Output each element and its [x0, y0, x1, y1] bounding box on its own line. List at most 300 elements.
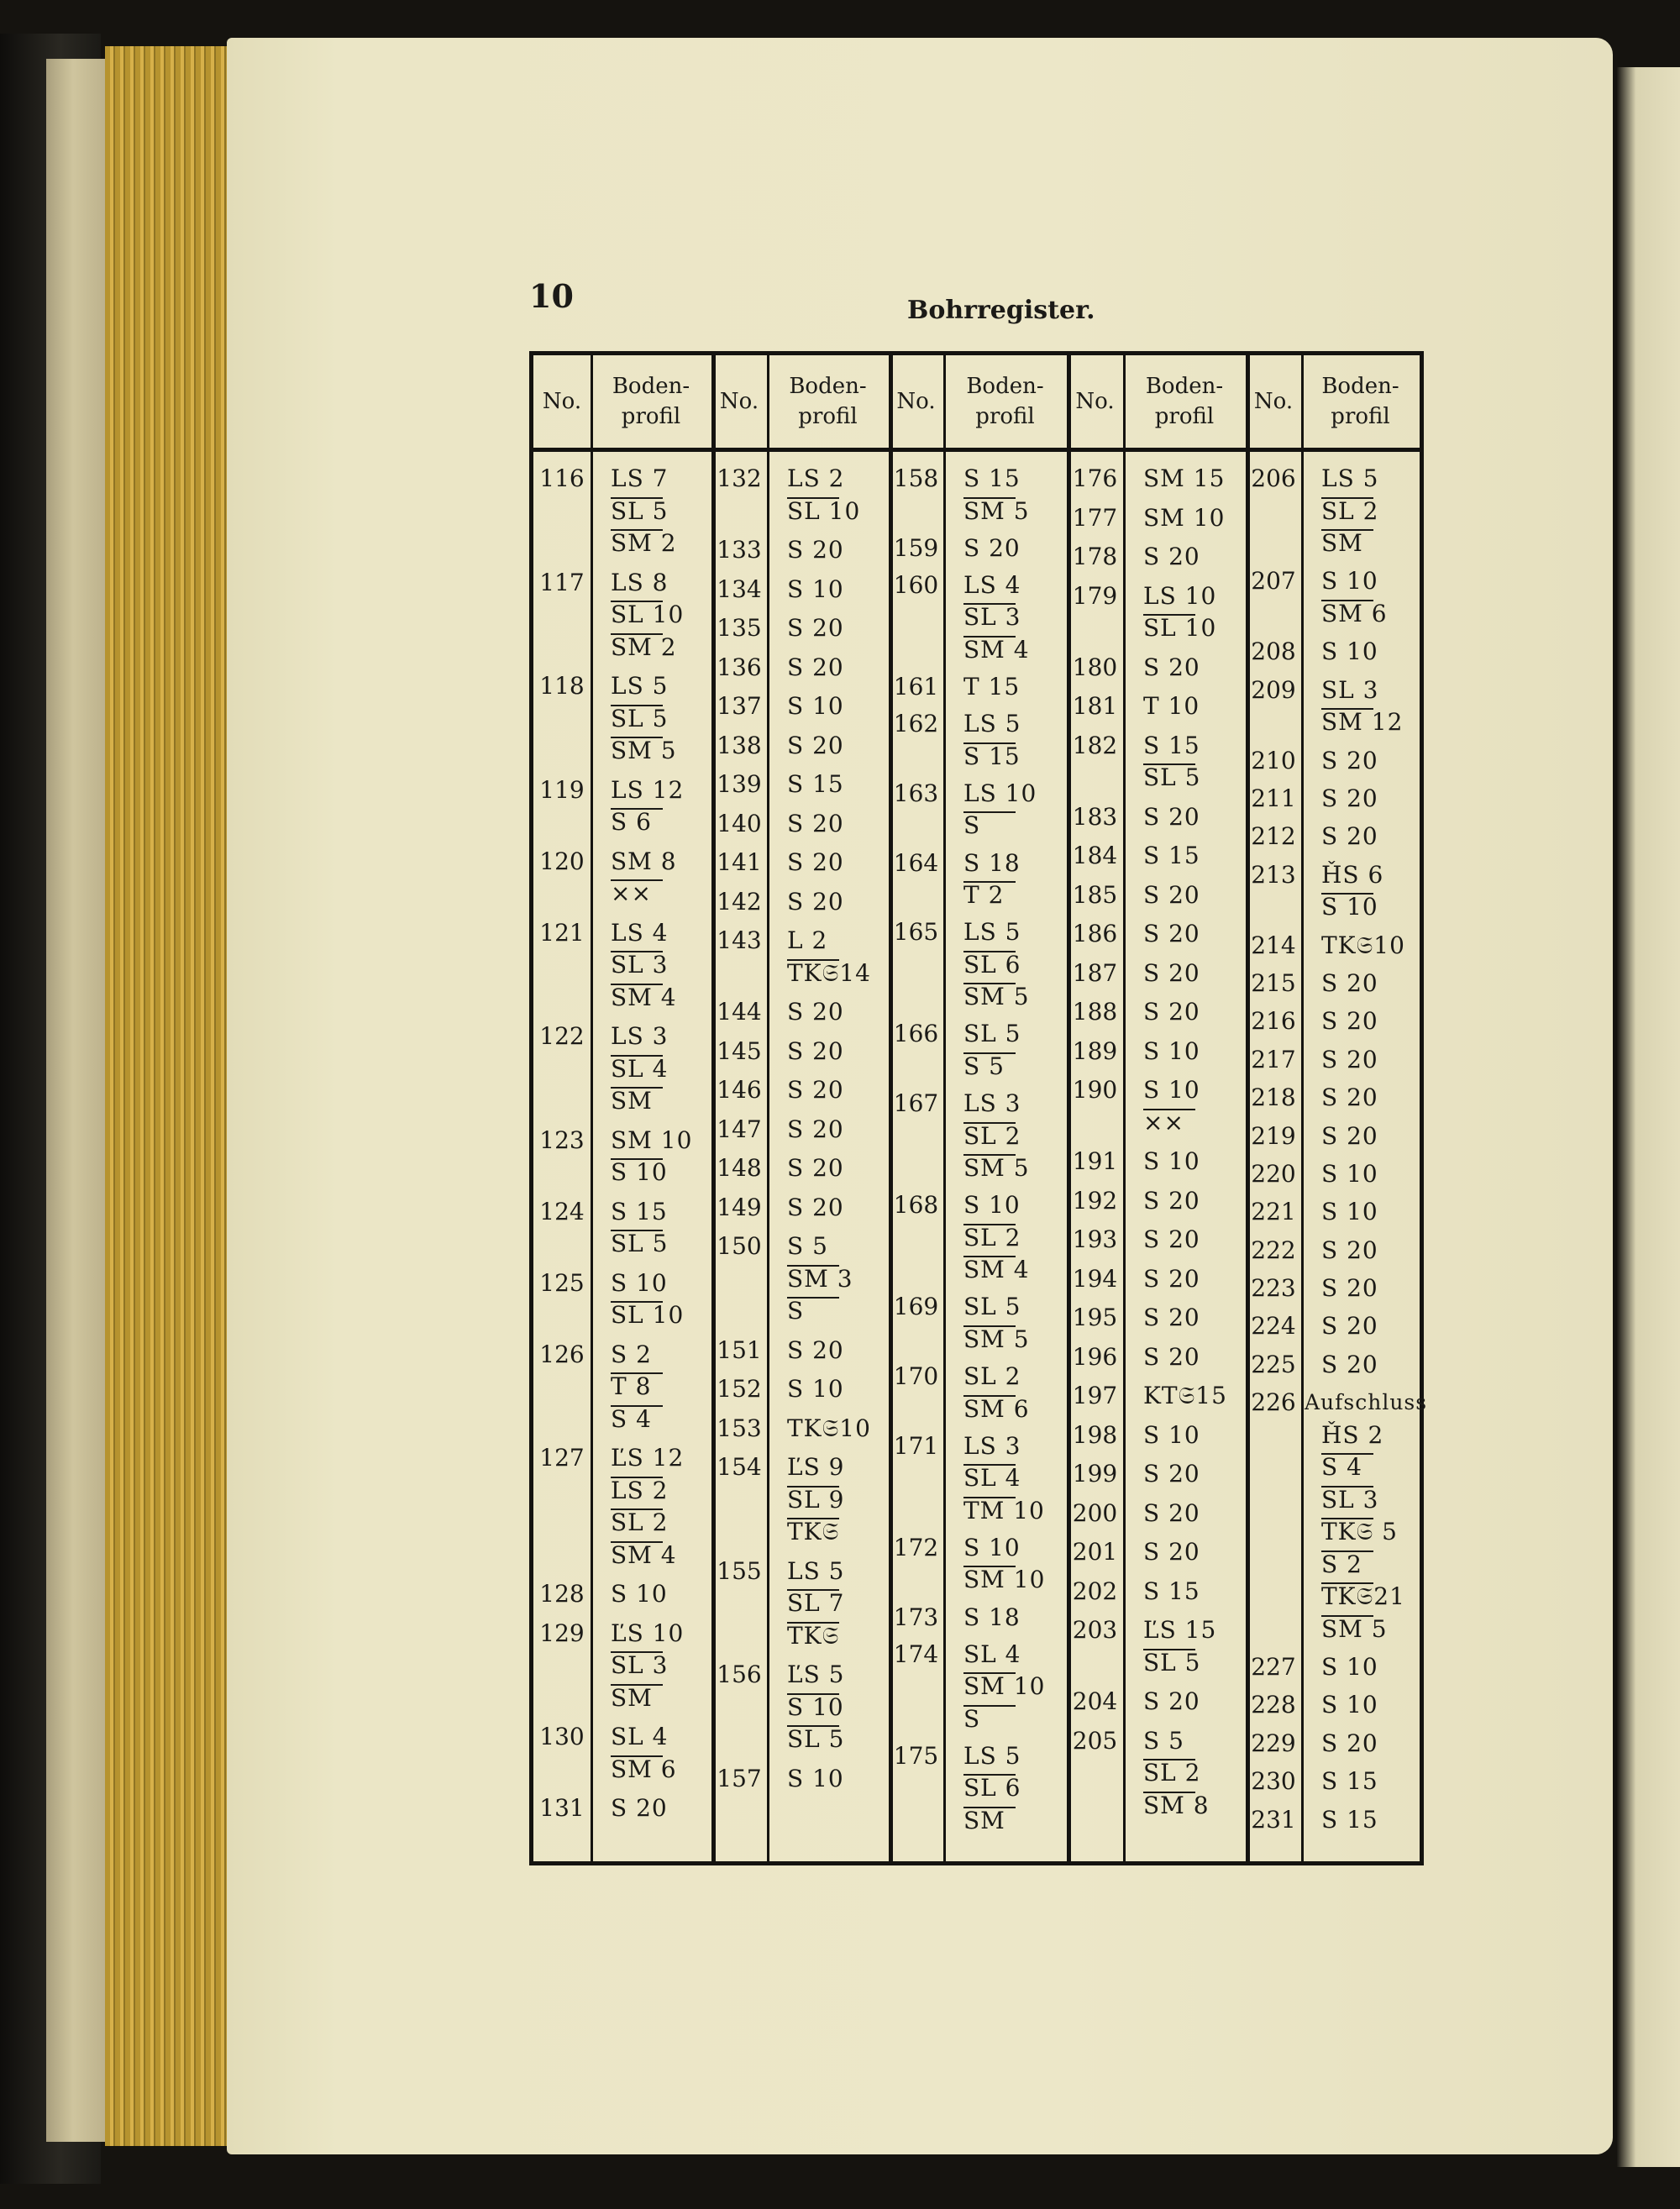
- bore-number: 204: [1072, 1687, 1118, 1715]
- soil-profile: T 15: [963, 673, 1021, 700]
- bore-number: 157: [717, 1764, 762, 1792]
- soil-profile: SM 6: [963, 1393, 1030, 1425]
- soil-profile: SL 2: [611, 1507, 669, 1539]
- soil-profile: TK𝔖14: [787, 958, 871, 989]
- soil-profile: S 10: [787, 1764, 844, 1792]
- soil-profile: TK𝔖10: [787, 1414, 871, 1442]
- column-rule: [591, 355, 593, 1861]
- bore-number: 181: [1072, 692, 1118, 720]
- soil-profile: S 4: [1321, 1451, 1362, 1483]
- soil-profile: LS 5: [1321, 464, 1379, 492]
- bore-number: 120: [539, 847, 585, 875]
- bore-number: 139: [717, 770, 762, 798]
- soil-profile: S 20: [1321, 968, 1378, 997]
- soil-profile: SM 2: [611, 632, 677, 664]
- page-edge: [46, 59, 113, 2142]
- bore-number: 190: [1072, 1076, 1118, 1104]
- soil-profile: SL 2: [1321, 496, 1379, 527]
- bore-number: 126: [539, 1340, 585, 1368]
- bore-number: 149: [717, 1193, 762, 1221]
- bore-number: 229: [1251, 1729, 1296, 1757]
- bore-number: 215: [1251, 968, 1296, 997]
- soil-profile: SM 12: [1321, 706, 1403, 738]
- soil-profile: SL 5: [963, 1020, 1021, 1048]
- soil-profile: S 20: [1143, 653, 1200, 681]
- bore-number: 166: [893, 1020, 939, 1048]
- soil-profile: S: [963, 1703, 980, 1735]
- soil-profile: SM 4: [963, 634, 1030, 666]
- soil-profile: S 20: [1321, 1084, 1378, 1112]
- soil-profile: S 10: [963, 1533, 1021, 1561]
- bore-number: 173: [893, 1603, 939, 1631]
- bore-number: 196: [1072, 1342, 1118, 1371]
- soil-profile: SL 7: [787, 1587, 845, 1619]
- soil-profile: S 6: [611, 806, 652, 838]
- column-rule: [1301, 355, 1304, 1861]
- soil-profile: S 20: [1321, 784, 1378, 812]
- bore-number: 172: [893, 1533, 939, 1561]
- soil-profile: LS 8: [611, 568, 669, 596]
- soil-profile: S 20: [1321, 1045, 1378, 1073]
- bore-number: 175: [893, 1741, 939, 1770]
- bore-number: 210: [1251, 746, 1296, 774]
- bore-number: 133: [717, 536, 762, 564]
- bore-number: 223: [1251, 1274, 1296, 1303]
- bore-number: 121: [539, 918, 585, 947]
- bore-number: 184: [1072, 842, 1118, 869]
- soil-profile: SM 4: [963, 1254, 1030, 1286]
- bore-number: 221: [1251, 1198, 1296, 1226]
- soil-profile: S 20: [787, 809, 844, 837]
- soil-profile: LS 3: [963, 1431, 1021, 1460]
- soil-profile: S 20: [1143, 1304, 1200, 1331]
- soil-profile: S 10: [611, 1580, 668, 1608]
- soil-profile: S 20: [787, 614, 844, 642]
- soil-profile: LS 5: [611, 672, 669, 700]
- bore-number: 123: [539, 1125, 585, 1154]
- bore-number: 197: [1072, 1382, 1118, 1409]
- soil-profile: T 2: [963, 879, 1004, 911]
- soil-profile: SM 5: [963, 496, 1030, 527]
- soil-profile: S 10: [787, 1692, 844, 1724]
- soil-profile: Aufschluss: [1305, 1390, 1428, 1415]
- bore-number: 161: [893, 673, 939, 700]
- soil-profile: SL 9: [787, 1484, 845, 1516]
- bore-number: 130: [539, 1723, 585, 1750]
- bore-number: 119: [539, 775, 585, 804]
- soil-profile: LS 7: [611, 464, 669, 492]
- soil-profile: ĽS 9: [787, 1453, 845, 1481]
- soil-profile: TK𝔖10: [1321, 931, 1405, 959]
- soil-profile: S 20: [1143, 1186, 1200, 1215]
- soil-profile: S 20: [1143, 543, 1200, 570]
- bore-number: 140: [717, 809, 762, 837]
- soil-profile: S 20: [1143, 958, 1200, 987]
- soil-profile: LS 3: [963, 1089, 1021, 1117]
- soil-profile: SM 15: [1143, 464, 1226, 492]
- bore-number: 145: [717, 1036, 762, 1065]
- bore-number: 213: [1251, 860, 1296, 889]
- bore-number: 159: [893, 533, 939, 562]
- bore-number: 150: [717, 1232, 762, 1260]
- bore-number: 179: [1072, 581, 1118, 610]
- soil-profile: ȞS 2: [1321, 1420, 1384, 1449]
- soil-profile: ȞS 6: [1321, 860, 1384, 889]
- soil-profile: S 20: [1321, 1729, 1378, 1757]
- soil-profile: SM 5: [963, 1152, 1030, 1184]
- soil-profile: S 2: [611, 1340, 652, 1368]
- soil-profile: SM 10: [1143, 503, 1226, 532]
- soil-profile: SL 5: [611, 1228, 669, 1260]
- soil-profile: ĽS 15: [1143, 1616, 1217, 1644]
- bore-number: 160: [893, 570, 939, 599]
- bore-number: 186: [1072, 920, 1118, 947]
- soil-profile: S 20: [787, 653, 844, 681]
- soil-profile: SL 2: [1143, 1757, 1201, 1789]
- soil-profile: S 20: [1143, 802, 1200, 831]
- soil-profile: SL 10: [611, 1299, 684, 1331]
- soil-profile: LS 12: [611, 775, 685, 804]
- soil-profile: S 10: [1321, 1198, 1378, 1226]
- bore-number: 183: [1072, 802, 1118, 831]
- soil-profile: S 10: [787, 692, 844, 720]
- soil-profile: SM 5: [1321, 1613, 1388, 1645]
- soil-profile: S 15: [1143, 731, 1200, 759]
- soil-profile: LS 10: [963, 779, 1037, 807]
- bore-number: 147: [717, 1115, 762, 1143]
- soil-profile: LS 5: [963, 918, 1021, 947]
- bore-number: 187: [1072, 958, 1118, 987]
- bore-number: 124: [539, 1197, 585, 1225]
- soil-profile: SL 5: [787, 1724, 845, 1755]
- bore-number: 167: [893, 1089, 939, 1117]
- bore-number: 195: [1072, 1304, 1118, 1331]
- bore-number: 212: [1251, 822, 1296, 851]
- soil-profile: S 20: [1143, 880, 1200, 909]
- soil-profile: TK𝔖: [787, 1620, 839, 1652]
- soil-profile: S 10: [1143, 1076, 1200, 1104]
- bore-number: 189: [1072, 1036, 1118, 1065]
- bore-number: 222: [1251, 1236, 1296, 1264]
- bore-number: 122: [539, 1022, 585, 1050]
- bore-number: 177: [1072, 503, 1118, 532]
- soil-profile: T 8: [611, 1371, 651, 1403]
- soil-profile: S 20: [1143, 1225, 1200, 1253]
- bore-number: 193: [1072, 1225, 1118, 1253]
- soil-profile: ××: [611, 878, 652, 910]
- bore-number: 135: [717, 614, 762, 642]
- soil-profile: LS 4: [611, 918, 669, 947]
- bore-number: 191: [1072, 1147, 1118, 1175]
- header-cell: Boden- profil: [1145, 374, 1224, 429]
- bore-number: 180: [1072, 653, 1118, 681]
- soil-profile: SM 3: [787, 1263, 853, 1295]
- soil-profile: SL 3: [1321, 675, 1379, 704]
- bore-number: 143: [717, 926, 762, 954]
- soil-profile: SM 10: [963, 1564, 1045, 1596]
- soil-profile: S 20: [963, 533, 1021, 562]
- bore-number: 220: [1251, 1159, 1296, 1188]
- soil-profile: S 10: [611, 1268, 668, 1297]
- bore-number: 216: [1251, 1007, 1296, 1036]
- bore-number: 144: [717, 998, 762, 1026]
- bore-number: 171: [893, 1431, 939, 1460]
- soil-profile: SM 5: [611, 735, 677, 767]
- soil-profile: S 10: [1143, 1147, 1200, 1175]
- header-cell: No.: [542, 389, 582, 414]
- bore-number: 199: [1072, 1460, 1118, 1488]
- soil-profile: SL 3: [963, 601, 1021, 633]
- bore-number: 141: [717, 848, 762, 876]
- soil-profile: S 5: [963, 1051, 1005, 1083]
- soil-profile: S 20: [1143, 920, 1200, 947]
- soil-profile: S 20: [1321, 1007, 1378, 1036]
- soil-profile: S 20: [1143, 1342, 1200, 1371]
- soil-profile: SL 5: [1143, 1647, 1201, 1679]
- soil-profile: S 10: [1321, 1159, 1378, 1188]
- soil-profile: S 10: [1321, 567, 1378, 596]
- soil-profile: S 10: [611, 1157, 668, 1188]
- bore-number: 142: [717, 887, 762, 916]
- soil-profile: SM 6: [611, 1754, 677, 1786]
- soil-profile: SM 6: [1321, 598, 1388, 630]
- bore-number: 116: [539, 464, 585, 492]
- bore-number: 148: [717, 1154, 762, 1182]
- soil-profile: LS 5: [963, 1741, 1021, 1770]
- bore-number: 165: [893, 918, 939, 947]
- soil-profile: SL 5: [1143, 762, 1201, 794]
- bore-number: 138: [717, 731, 762, 759]
- soil-profile: SM 10: [963, 1671, 1045, 1703]
- soil-profile: S 20: [1143, 1687, 1200, 1715]
- bore-number: 228: [1251, 1691, 1296, 1719]
- running-head: Bohrregister.: [907, 296, 1095, 325]
- bore-number: 201: [1072, 1538, 1118, 1566]
- bore-number: 205: [1072, 1726, 1118, 1755]
- bore-number: 134: [717, 575, 762, 603]
- soil-profile: S 15: [1143, 1577, 1200, 1605]
- bore-number: 200: [1072, 1498, 1118, 1527]
- soil-profile: S 20: [787, 887, 844, 916]
- soil-profile: SL 5: [611, 703, 669, 735]
- soil-profile: SM 5: [963, 981, 1030, 1013]
- soil-profile: S 20: [787, 1115, 844, 1143]
- soil-profile: S 20: [611, 1794, 668, 1822]
- soil-profile: S 20: [787, 848, 844, 876]
- bore-number: 188: [1072, 998, 1118, 1026]
- soil-profile: SM: [1321, 527, 1363, 559]
- soil-profile: SM 4: [611, 1540, 677, 1571]
- bore-number: 158: [893, 464, 939, 492]
- soil-profile: ĽS 12: [611, 1444, 685, 1472]
- soil-profile: SL 10: [611, 599, 684, 631]
- soil-profile: S 10: [1143, 1420, 1200, 1449]
- bore-number: 151: [717, 1335, 762, 1364]
- soil-profile: S 4: [611, 1404, 652, 1435]
- soil-profile: ĽS 5: [787, 1661, 845, 1688]
- soil-profile: SM: [611, 1085, 653, 1117]
- soil-profile: S 20: [787, 1036, 844, 1065]
- soil-profile: TK𝔖: [787, 1516, 839, 1548]
- bore-number: 217: [1251, 1045, 1296, 1073]
- soil-profile: S 20: [787, 1193, 844, 1221]
- header-cell: Boden- profil: [612, 374, 690, 429]
- soil-profile: S 10: [787, 575, 844, 603]
- table-header: [533, 355, 1420, 452]
- soil-profile: S 20: [1321, 746, 1378, 774]
- soil-profile: SM 4: [611, 982, 677, 1014]
- soil-profile: S 20: [1321, 1121, 1378, 1150]
- soil-profile: S 20: [1143, 1538, 1200, 1566]
- bore-number: 225: [1251, 1350, 1296, 1378]
- soil-profile: T 10: [1143, 692, 1200, 720]
- soil-profile: SL 6: [963, 949, 1021, 981]
- soil-profile: S 15: [1143, 842, 1200, 869]
- bore-number: 163: [893, 779, 939, 807]
- bore-number: 198: [1072, 1420, 1118, 1449]
- soil-profile: SL 4: [611, 1053, 669, 1085]
- header-cell: No.: [1075, 389, 1115, 414]
- bore-number: 182: [1072, 731, 1118, 759]
- soil-profile: S 18: [963, 848, 1021, 877]
- soil-profile: SL 3: [1321, 1484, 1379, 1516]
- soil-profile: SM 8: [1143, 1790, 1210, 1822]
- bore-number: 131: [539, 1794, 585, 1822]
- header-cell: Boden- profil: [789, 374, 867, 429]
- soil-profile: S 20: [787, 731, 844, 759]
- bore-number: 203: [1072, 1616, 1118, 1644]
- bore-number: 125: [539, 1268, 585, 1297]
- soil-profile: TK𝔖21: [1321, 1581, 1405, 1613]
- bore-number: 192: [1072, 1186, 1118, 1215]
- bore-number: 194: [1072, 1264, 1118, 1293]
- soil-profile: S 15: [963, 464, 1021, 492]
- bohrregister-table: [529, 351, 1428, 1865]
- bore-number: 211: [1251, 784, 1296, 812]
- soil-profile: S 2: [1321, 1549, 1362, 1581]
- soil-profile: S 10: [1143, 1036, 1200, 1065]
- soil-profile: SL 4: [963, 1462, 1021, 1494]
- bore-number: 224: [1251, 1312, 1296, 1341]
- bore-number: 168: [893, 1191, 939, 1220]
- soil-profile: S 20: [1143, 1460, 1200, 1488]
- bore-number: 202: [1072, 1577, 1118, 1605]
- soil-profile: SM: [611, 1682, 653, 1714]
- soil-profile: S 20: [1321, 1236, 1378, 1264]
- soil-profile: S 10: [787, 1375, 844, 1403]
- bore-number: 231: [1251, 1805, 1296, 1834]
- bore-number: 127: [539, 1444, 585, 1472]
- header-cell: Boden- profil: [966, 374, 1044, 429]
- page-number: 10: [529, 277, 574, 315]
- soil-profile: SM 2: [611, 527, 677, 559]
- bore-number: 176: [1072, 464, 1118, 492]
- soil-profile: SL 3: [611, 1650, 669, 1682]
- bore-number: 214: [1251, 931, 1296, 959]
- soil-profile: S 10: [1321, 1691, 1378, 1719]
- soil-profile: SL 5: [963, 1293, 1021, 1321]
- soil-profile: LS 5: [963, 710, 1021, 738]
- bore-number: 226: [1251, 1388, 1296, 1417]
- bore-number: 185: [1072, 880, 1118, 909]
- column-rule: [767, 355, 769, 1861]
- bore-number: 162: [893, 710, 939, 738]
- soil-profile: TM 10: [963, 1495, 1045, 1527]
- soil-profile: S 15: [963, 741, 1021, 773]
- soil-profile: S 20: [787, 1335, 844, 1364]
- bore-number: 170: [893, 1362, 939, 1390]
- soil-profile: S 15: [1321, 1767, 1378, 1796]
- soil-profile: ĽS 10: [611, 1619, 685, 1647]
- soil-profile: SL 4: [963, 1640, 1021, 1668]
- header-cell: Boden- profil: [1321, 374, 1399, 429]
- bore-number: 206: [1251, 464, 1296, 492]
- bore-number: 146: [717, 1076, 762, 1104]
- soil-profile: SL 10: [1143, 612, 1216, 644]
- bore-number: 164: [893, 848, 939, 877]
- bore-number: 128: [539, 1580, 585, 1608]
- soil-profile: S 20: [1321, 1274, 1378, 1303]
- soil-profile: S 15: [787, 770, 844, 798]
- soil-profile: S 20: [1321, 1312, 1378, 1341]
- soil-profile: SL 10: [787, 496, 860, 527]
- bore-number: 154: [717, 1453, 762, 1481]
- soil-profile: KT𝔖15: [1143, 1382, 1227, 1409]
- soil-profile: SM 5: [963, 1324, 1030, 1356]
- soil-profile: S: [963, 810, 980, 842]
- soil-profile: S 20: [787, 998, 844, 1026]
- soil-profile: S 20: [787, 1076, 844, 1104]
- soil-profile: LS 2: [611, 1475, 669, 1507]
- soil-profile: SL 3: [611, 949, 669, 981]
- soil-profile: S 10: [1321, 891, 1378, 923]
- header-cell: No.: [719, 389, 759, 414]
- bore-number: 208: [1251, 638, 1296, 666]
- soil-profile: S 5: [1143, 1726, 1184, 1755]
- soil-profile: SL 5: [611, 496, 669, 527]
- bore-number: 219: [1251, 1121, 1296, 1150]
- bore-number: 218: [1251, 1084, 1296, 1112]
- soil-profile: LS 2: [787, 464, 845, 492]
- bore-number: 153: [717, 1414, 762, 1442]
- bore-number: 178: [1072, 543, 1118, 570]
- soil-profile: S 20: [1143, 1498, 1200, 1527]
- gilt-page-stack: [105, 46, 239, 2146]
- soil-profile: S 15: [611, 1197, 668, 1225]
- bore-number: 207: [1251, 567, 1296, 596]
- soil-profile: SM 8: [611, 847, 677, 875]
- soil-profile: SL 4: [611, 1723, 669, 1750]
- bore-number: 155: [717, 1556, 762, 1585]
- bore-number: 137: [717, 692, 762, 720]
- column-rule: [943, 355, 946, 1861]
- bore-number: 174: [893, 1640, 939, 1668]
- soil-profile: LS 10: [1143, 581, 1217, 610]
- soil-profile: SM: [963, 1805, 1005, 1837]
- soil-profile: S 10: [1321, 1653, 1378, 1682]
- soil-profile: SL 6: [963, 1772, 1021, 1804]
- soil-profile: S 10: [1321, 638, 1378, 666]
- soil-profile: L 2: [787, 926, 828, 954]
- bore-number: 118: [539, 672, 585, 700]
- soil-profile: S 20: [787, 1154, 844, 1182]
- soil-profile: SM 10: [611, 1125, 693, 1154]
- bore-number: 227: [1251, 1653, 1296, 1682]
- header-cell: No.: [896, 389, 936, 414]
- header-cell: No.: [1253, 389, 1294, 414]
- soil-profile: S 5: [787, 1232, 828, 1260]
- bore-number: 230: [1251, 1767, 1296, 1796]
